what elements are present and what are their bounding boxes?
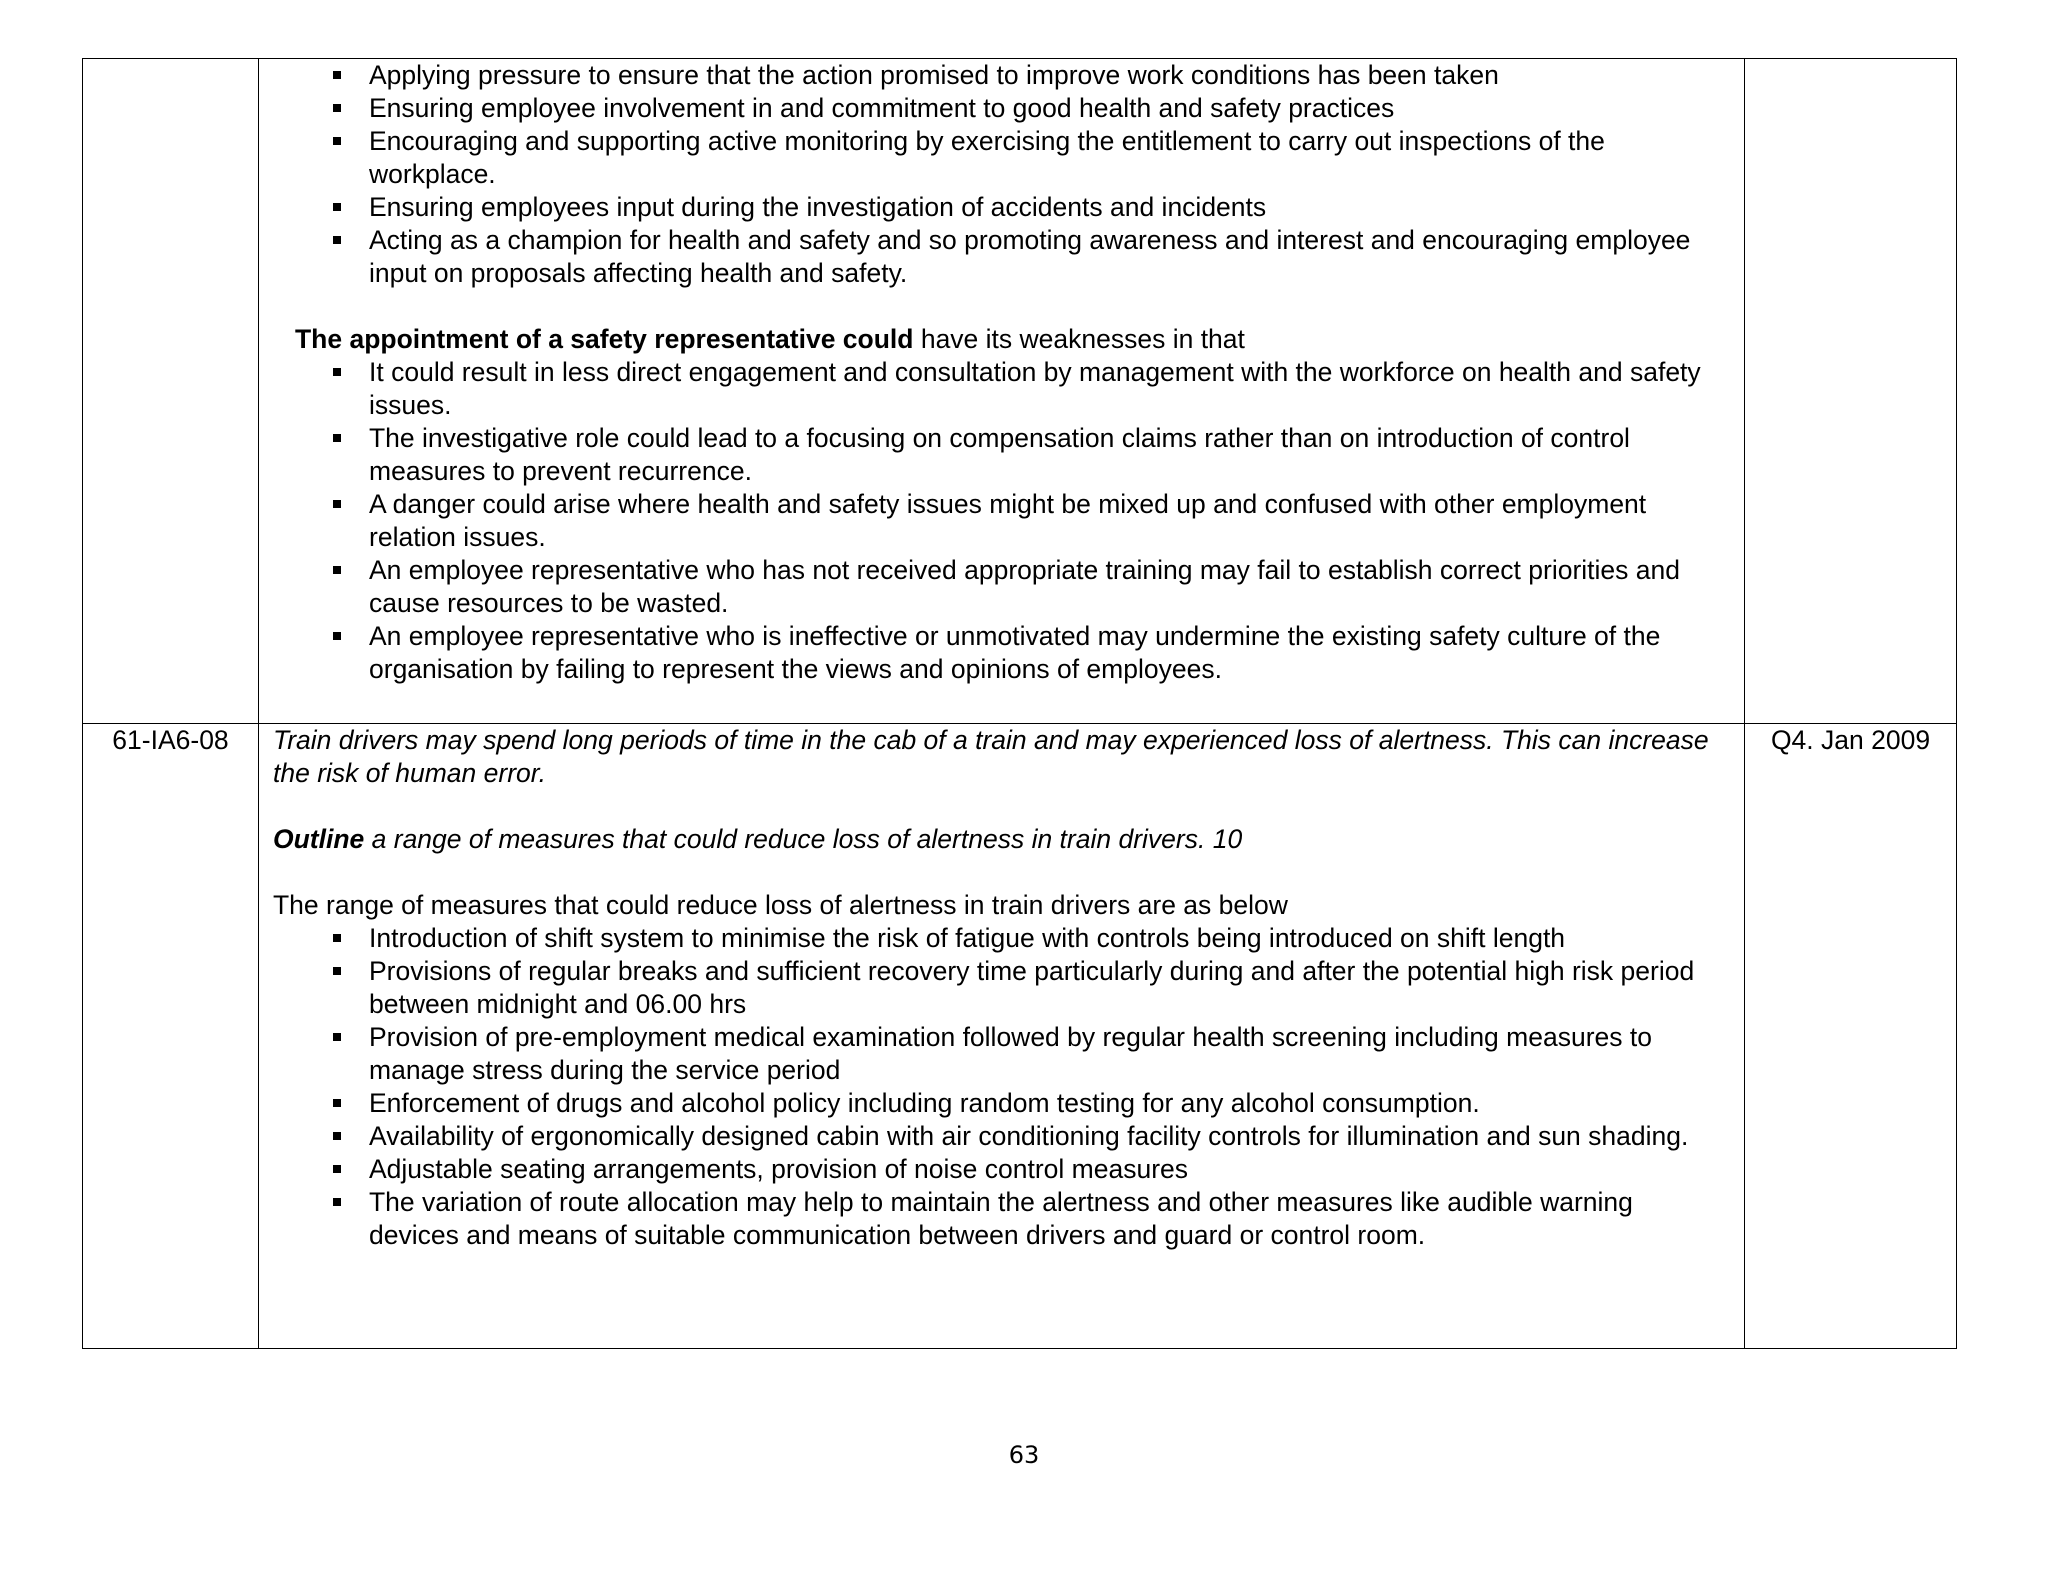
weakness-heading-bold: The appointment of a safety representative could xyxy=(295,324,914,354)
instruction-keyword: Outline xyxy=(273,824,365,854)
page-number: 63 xyxy=(1008,1441,1040,1469)
list-item: An employee representative who has not received appropriate training may fail to establish correct priorities and cause resources to be wasted. xyxy=(273,554,1730,620)
question-text: Train drivers may spend long periods of time in the cab of a train and may experienced loss of alertness. This can increase the risk of human error. xyxy=(273,725,1709,788)
list-item: Provision of pre-employment medical examination followed by regular health screening including measures to manage stress during the service period xyxy=(273,1021,1730,1087)
list-item: The variation of route allocation may help to maintain the alertness and other measures like audible warning devices and means of suitable communication between drivers and guard or control room. xyxy=(273,1186,1730,1252)
exam-reference-cell: Q4. Jan 2009 xyxy=(1745,724,1957,1349)
list-item: Ensuring employees input during the investigation of accidents and incidents xyxy=(273,191,1730,224)
question-id-cell: 61-IA6-08 xyxy=(83,724,259,1349)
answer-intro: The range of measures that could reduce loss of alertness in train drivers are as below xyxy=(273,890,1288,920)
list-item: An employee representative who is ineffective or unmotivated may undermine the existing safety culture of the organisation by failing to represent the views and opinions of employees. xyxy=(273,620,1730,686)
table-row xyxy=(83,59,1957,724)
strengths-list xyxy=(273,59,1730,290)
list-item: It could result in less direct engagement and consultation by management with the workforce on health and safety issues. xyxy=(273,356,1730,422)
weaknesses-list xyxy=(273,356,1730,686)
list-item: Introduction of shift system to minimise the risk of fatigue with controls being introduced on shift length xyxy=(273,922,1730,955)
list-item: Encouraging and supporting active monitoring by exercising the entitlement to carry out inspections of the workplace. xyxy=(273,125,1730,191)
list-item: Enforcement of drugs and alcohol policy including random testing for any alcohol consumption. xyxy=(273,1087,1730,1120)
list-item: Availability of ergonomically designed cabin with air conditioning facility controls for illumination and sun shading. xyxy=(273,1120,1730,1153)
answer-cell xyxy=(259,59,1745,724)
list-item: The investigative role could lead to a focusing on compensation claims rather than on introduction of control measures to prevent recurrence. xyxy=(273,422,1730,488)
weakness-heading-rest: have its weaknesses in that xyxy=(913,324,1245,354)
question-id-cell xyxy=(83,59,259,724)
weakness-heading xyxy=(273,323,1730,356)
list-item: Ensuring employee involvement in and commitment to good health and safety practices xyxy=(273,92,1730,125)
list-item: Adjustable seating arrangements, provision of noise control measures xyxy=(273,1153,1730,1186)
table-row xyxy=(83,724,1957,1349)
list-item: Acting as a champion for health and safety and so promoting awareness and interest and encouraging employee input on proposals affecting health and safety. xyxy=(273,224,1730,290)
qa-table xyxy=(82,58,1957,1349)
question-instruction xyxy=(273,823,1730,856)
instruction-rest: a range of measures that could reduce loss of alertness in train drivers. 10 xyxy=(364,824,1243,854)
list-item: A danger could arise where health and safety issues might be mixed up and confused with other employment relation issues. xyxy=(273,488,1730,554)
list-item: Applying pressure to ensure that the action promised to improve work conditions has been taken xyxy=(273,59,1730,92)
list-item: Provisions of regular breaks and sufficient recovery time particularly during and after the potential high risk period between midnight and 06.00 hrs xyxy=(273,955,1730,1021)
exam-reference-cell xyxy=(1745,59,1957,724)
measures-list xyxy=(273,922,1730,1252)
answer-cell xyxy=(259,724,1745,1349)
